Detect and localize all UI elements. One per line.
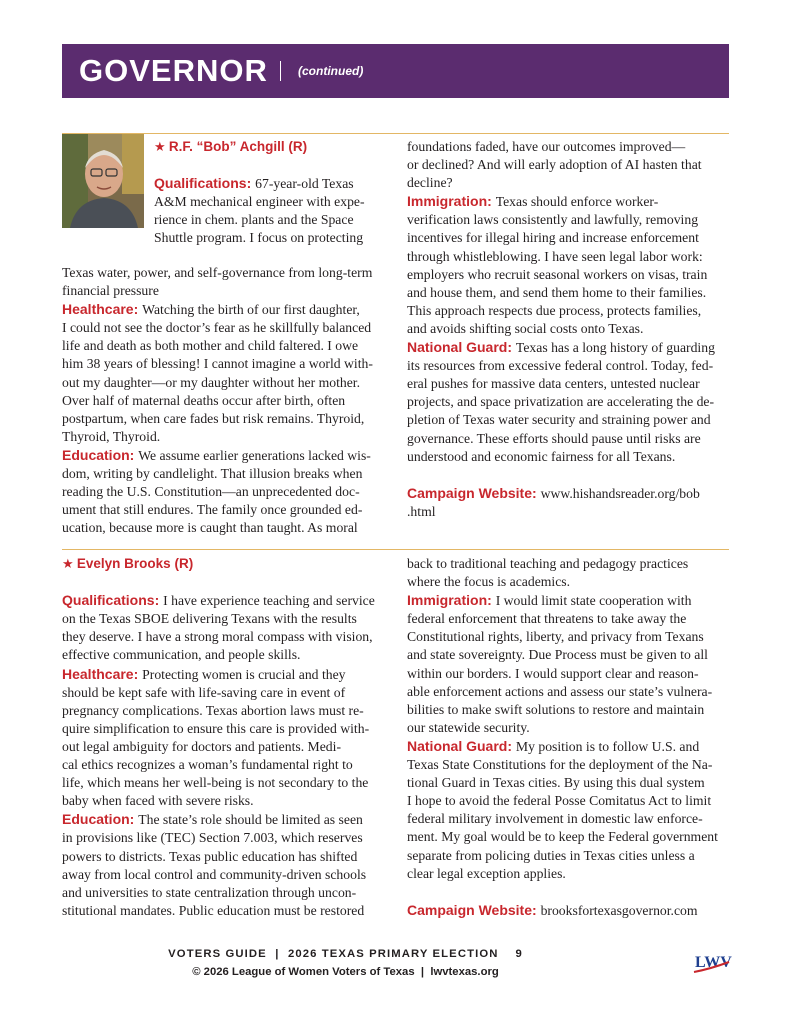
site-link[interactable]: lwvtexas.org xyxy=(430,966,499,978)
candidate-photo xyxy=(62,134,144,228)
star-icon: ★ xyxy=(154,139,169,154)
text-line: powers to districts. Texas public education has shifted xyxy=(62,848,358,864)
text-line: effective communication, and people skills. xyxy=(62,647,301,663)
national-guard-first-line: National Guard: Texas has a long history of guarding xyxy=(407,339,715,356)
text-line: employers who recruit seasonal workers on visas, train xyxy=(407,266,708,282)
page-number: 9 xyxy=(515,948,523,960)
campaign-website[interactable]: Campaign Website: www.hishandsreader.org/bob xyxy=(407,484,700,501)
candidate-divider xyxy=(62,133,729,134)
text-line: baby when faced with severe risks. xyxy=(62,793,254,809)
text-line: cal ethics recognizes a woman’s fundamental right to xyxy=(62,757,353,773)
qualifications-first-line: Qualifications: I have experience teaching and service xyxy=(62,592,375,609)
text-line: should be kept safe with life-saving care in event of xyxy=(62,684,346,700)
education-first-line: Education: We assume earlier generations lacked wis- xyxy=(62,446,371,463)
text-line: and state sovereignty. Due Process must be given to all xyxy=(407,647,708,663)
text-line: decline? xyxy=(407,175,453,191)
text-line: through whistleblowing. I have seen legal labor work: xyxy=(407,248,703,264)
text-line: on the Texas SBOE delivering Texans with the results xyxy=(62,611,357,627)
text-line: within our borders. I would support clear and reason- xyxy=(407,665,699,681)
text-line: and avoids shifting social costs onto Texas. xyxy=(407,320,644,336)
text-line: Constitutional rights, liberty, and privacy from Texans xyxy=(407,629,704,645)
text-line: federal military involvement in domestic law enforce- xyxy=(407,811,703,827)
text-line: back to traditional teaching and pedagogy practices xyxy=(407,556,689,571)
page-title: GOVERNOR xyxy=(79,53,268,88)
candidate-divider xyxy=(62,549,729,550)
text-line: away from local control and community-driven schools xyxy=(62,866,367,882)
text-line: bilities to make swift solutions to restore and maintain xyxy=(407,701,705,717)
portrait-image xyxy=(62,134,144,228)
text-line: Over half of maternal deaths occur after birth, often xyxy=(62,392,346,408)
healthcare-first-line: Healthcare: Watching the birth of our first daughter, xyxy=(62,301,360,318)
text-line: I hope to avoid the federal Posse Comitatus Act to limit xyxy=(407,793,712,809)
education-first-line: Education: The state’s role should be limited as seen xyxy=(62,811,363,828)
text-line: eral pushes for massive data centers, untested nuclear xyxy=(407,376,700,392)
text-line: understood and economic fairness for all Texans. xyxy=(407,448,676,464)
text-line[interactable]: .html xyxy=(407,503,436,519)
text-line: clear legal exception applies. xyxy=(407,865,566,881)
copyright: © 2026 League of Women Voters of Texas xyxy=(192,966,415,978)
text-line: dom, writing by candlelight. That illusion breaks when xyxy=(62,466,363,482)
text-line: reading the U.S. Constitution—an unprecedented doc- xyxy=(62,484,360,500)
text-line: pregnancy complications. Texas abortion laws must re- xyxy=(62,702,364,718)
text-line: rience in chem. plants and the Space xyxy=(154,212,354,228)
text-line: where the focus is academics. xyxy=(407,574,571,590)
candidate-name: ★ R.F. “Bob” Achgill (R) xyxy=(154,139,308,154)
immigration-first-line: Immigration: I would limit state cooperation with xyxy=(407,592,692,609)
text-line: him 38 years of blessing! I cannot imagine a world with- xyxy=(62,356,373,372)
text-line: Thyroid, Thyroid. xyxy=(62,428,161,444)
text-line: foundations faded, have our outcomes improved— xyxy=(407,139,686,154)
text-line: pletion of Texas water security and straining power and xyxy=(407,412,711,428)
page-subtitle: (continued) xyxy=(298,64,364,78)
candidate-2-column-right xyxy=(407,555,737,920)
candidate-1-column-left-body xyxy=(62,264,392,537)
text-line: our statewide security. xyxy=(407,719,530,735)
text-line: quire simplification to ensure this care is provided with- xyxy=(62,720,370,736)
text-line: and house them, and send them home to their families. xyxy=(407,284,707,300)
footer-guide-line: VOTERS GUIDE | 2026 TEXAS PRIMARY ELECTION 9 xyxy=(168,948,523,960)
campaign-website[interactable]: Campaign Website: brooksfortexasgovernor.com xyxy=(407,901,698,918)
immigration-first-line: Immigration: Texas should enforce worker- xyxy=(407,193,659,210)
text-line: federal enforcement that threatens to take away the xyxy=(407,611,687,627)
text-line: out my daughter—or my daughter without her mother. xyxy=(62,374,361,390)
text-line: or declined? And will early adoption of AI hasten that xyxy=(407,157,702,173)
text-line: in provisions like (TEC) Section 7.003, which reserves xyxy=(62,830,363,846)
text-line: A&M mechanical engineer with expe- xyxy=(154,194,365,210)
text-line: its resources from excessive federal control. Today, fed- xyxy=(407,358,714,374)
qualifications-first-line: Qualifications: 67-year-old Texas xyxy=(154,175,354,192)
national-guard-first-line: National Guard: My position is to follow U.S. and xyxy=(407,737,700,754)
text-line: able enforcement actions and assess our state’s vulnera- xyxy=(407,683,713,699)
footer-copyright-line: © 2026 League of Women Voters of Texas | lwvtexas.org xyxy=(192,966,499,978)
text-line: financial pressure xyxy=(62,283,159,299)
lwv-logo-icon xyxy=(692,950,732,978)
text-line: postpartum, when care fades but risk remains. Thyroid, xyxy=(62,410,365,426)
text-line: This approach respects due process, protects families, xyxy=(407,302,702,318)
healthcare-first-line: Healthcare: Protecting women is crucial and they xyxy=(62,665,346,682)
section-banner xyxy=(62,44,729,98)
title-divider xyxy=(280,61,281,81)
text-line: life and death as both mother and child faltered. I owe xyxy=(62,338,359,354)
text-line: projects, and space privatization are accelerating the de- xyxy=(407,394,715,410)
election-name: 2026 TEXAS PRIMARY ELECTION xyxy=(287,948,499,960)
text-line: Shuttle program. I focus on protecting xyxy=(154,230,364,246)
star-icon: ★ xyxy=(62,556,77,571)
candidate-name: ★ Evelyn Brooks (R) xyxy=(62,556,194,571)
text-line: verification laws consistently and lawfully, removing xyxy=(407,212,699,228)
text-line: stitutional mandates. Public education must be restored xyxy=(62,902,365,918)
text-line: Texas water, power, and self-governance from long-term xyxy=(62,265,373,280)
text-line: Texas State Constitutions for the deployment of the Na- xyxy=(407,757,713,773)
text-line: tional Guard in Texas cities. By using this dual system xyxy=(407,775,705,791)
text-line: ment. My goal would be to keep the Federal government xyxy=(407,829,718,845)
guide-label: VOTERS GUIDE xyxy=(168,948,267,960)
candidate-1-column-right xyxy=(407,138,737,521)
logo-text: LWV xyxy=(695,954,732,971)
text-line: governance. These efforts should pause until risks are xyxy=(407,430,701,446)
candidate-1-column-left xyxy=(154,138,384,248)
candidate-2-column-left xyxy=(62,555,392,920)
text-line: they deserve. I have a strong moral compass with vision, xyxy=(62,629,373,645)
text-line: separate from policing duties in Texas cities unless a xyxy=(407,847,695,863)
text-line: ument that still endures. The family once grounded ed- xyxy=(62,502,363,518)
lwv-logo xyxy=(692,950,732,978)
text-line: ucation, because more is caught than taught. As moral xyxy=(62,520,358,536)
text-line: out legal ambiguity for doctors and patients. Medi- xyxy=(62,738,342,754)
text-line: and universities to state centralization through uncon- xyxy=(62,884,357,900)
text-line: incentives for illegal hiring and increase enforcement xyxy=(407,230,699,246)
text-line: I could not see the doctor’s fear as he skillfully balanced xyxy=(62,320,372,336)
text-line: life, which means her well-being is not secondary to the xyxy=(62,775,369,791)
